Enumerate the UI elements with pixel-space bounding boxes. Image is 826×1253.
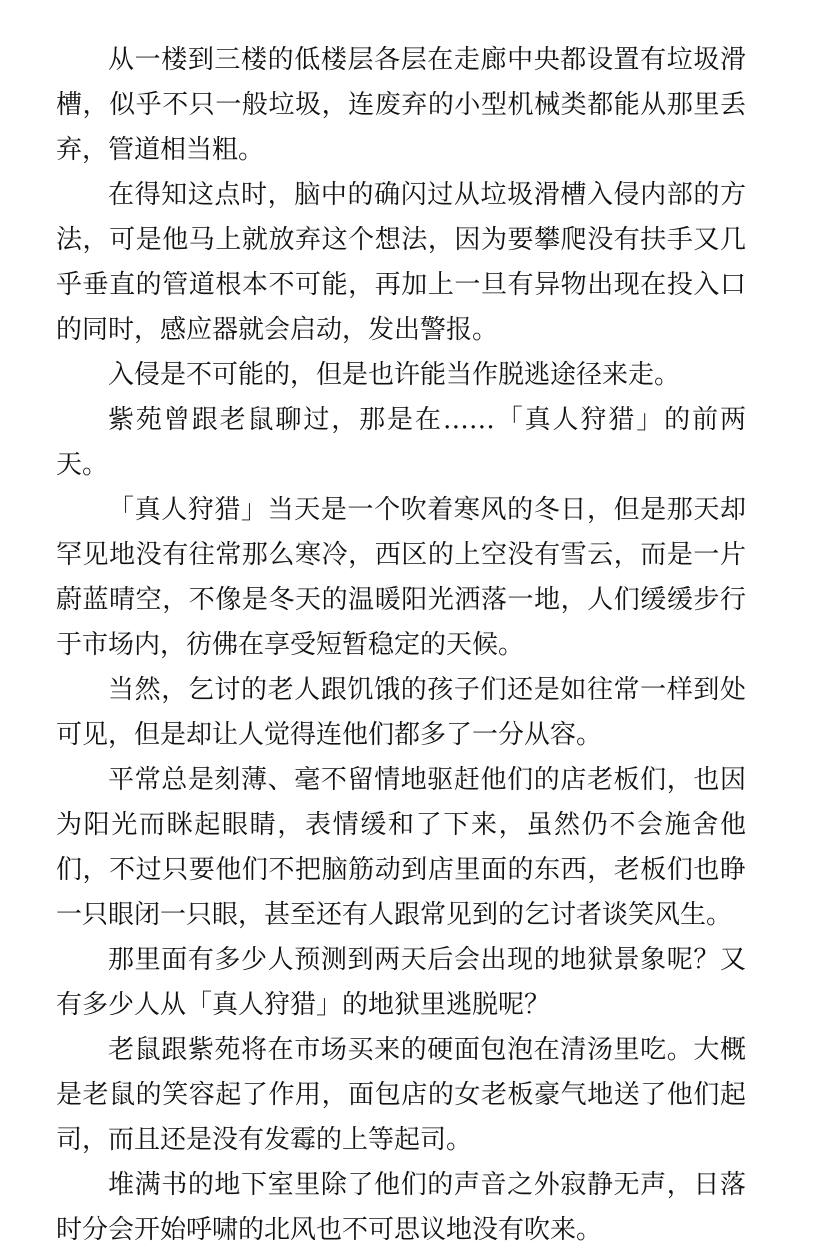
document-page bbox=[56, 38, 746, 1253]
paragraph-6: 当然，乞讨的老人跟饥饿的孩子们还是如往常一样到处可见，但是却让人觉得连他们都多了一分从容。 bbox=[56, 675, 746, 750]
paragraph-5: 「真人狩猎」当天是一个吹着寒风的冬日，但是那天却罕见地没有往常那么寒冷，西区的上空没有雪云，而是一片蔚蓝晴空，不像是冬天的温暖阳光洒落一地，人们缓缓步行于市场内，彷佛在享受短暂稳定的天候。 bbox=[56, 495, 746, 660]
paragraph-1: 从一楼到三楼的低楼层各层在走廊中央都设置有垃圾滑槽，似乎不只一般垃圾，连废弃的小型机械类都能从那里丢弃，管道相当粗。 bbox=[56, 45, 746, 165]
paragraph-2: 在得知这点时，脑中的确闪过从垃圾滑槽入侵内部的方法，可是他马上就放弃这个想法，因为要攀爬没有扶手又几乎垂直的管道根本不可能，再加上一旦有异物出现在投入口的同时，感应器就会启动，发出警报。 bbox=[56, 180, 746, 345]
paragraph-7: 平常总是刻薄、毫不留情地驱赶他们的店老板们，也因为阳光而眯起眼睛，表情缓和了下来，虽然仍不会施舍他们，不过只要他们不把脑筋动到店里面的东西，老板们也睁一只眼闭一只眼，甚至还有人跟常见到的乞讨者谈笑风生。 bbox=[56, 765, 746, 930]
paragraph-3: 入侵是不可能的，但是也许能当作脱逃途径来走。 bbox=[108, 360, 681, 390]
paragraph-8: 那里面有多少人预测到两天后会出现的地狱景象呢？又有多少人从「真人狩猎」的地狱里逃脱呢？ bbox=[56, 945, 746, 1020]
paragraph-9: 老鼠跟紫苑将在市场买来的硬面包泡在清汤里吃。大概是老鼠的笑容起了作用，面包店的女老板豪气地送了他们起司，而且还是没有发霉的上等起司。 bbox=[56, 1035, 746, 1155]
paragraph-10: 堆满书的地下室里除了他们的声音之外寂静无声，日落时分会开始呼啸的北风也不可思议地没有吹来。 bbox=[56, 1170, 746, 1245]
paragraph-4: 紫苑曾跟老鼠聊过，那是在……「真人狩猎」的前两天。 bbox=[56, 405, 746, 480]
